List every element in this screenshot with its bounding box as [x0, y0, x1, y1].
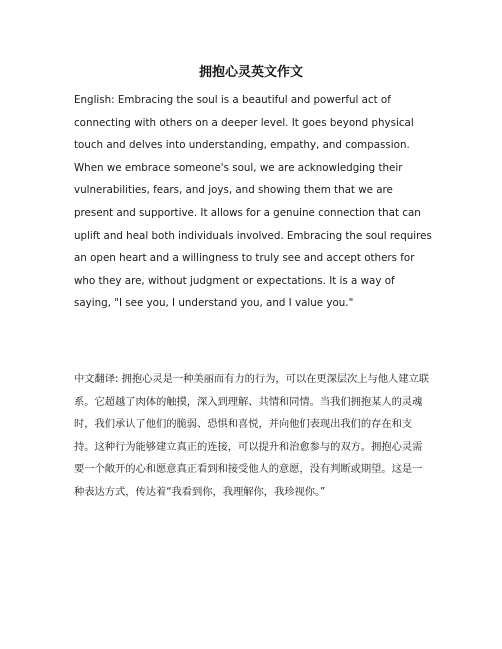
english-paragraph: English: Embracing the soul is a beautiful and powerful act of connecting with others on a deeper level. It goes beyond physical touch and delves into understanding, empathy, and compassion. When we embrace someone's soul, we are acknowledging their vulnerabilities, fears, and joys, and showing them that we are present and supportive. It allows for a genuine connection that can uplift and heal both individuals involved. Embracing the soul requires an open heart and a willingness to truly see and accept others for who they are, without judgment or expectations. It is a way of saying, "I see you, I understand you, and I value you.": [74, 94, 432, 310]
chinese-paragraph: 中文翻译: 拥抱心灵是一种美丽而有力的行为，可以在更深层次上与他人建立联系。它超越了肉体的触摸，深入到理解、共情和同情。当我们拥抱某人的灵魂时，我们承认了他们的脆弱、恐惧和喜悦，并向他们表现出我们的存在和支持。这种行为能够建立真正的连接，可以提升和治愈参与的双方。拥抱心灵需要一个敞开的心和愿意真正看到和接受他人的意愿，没有判断或期望。这是一种表达方式，传达着“我看到你，我理解你，我珍视你。”: [74, 373, 430, 498]
document-title: 拥抱心灵英文作文: [198, 65, 303, 80]
